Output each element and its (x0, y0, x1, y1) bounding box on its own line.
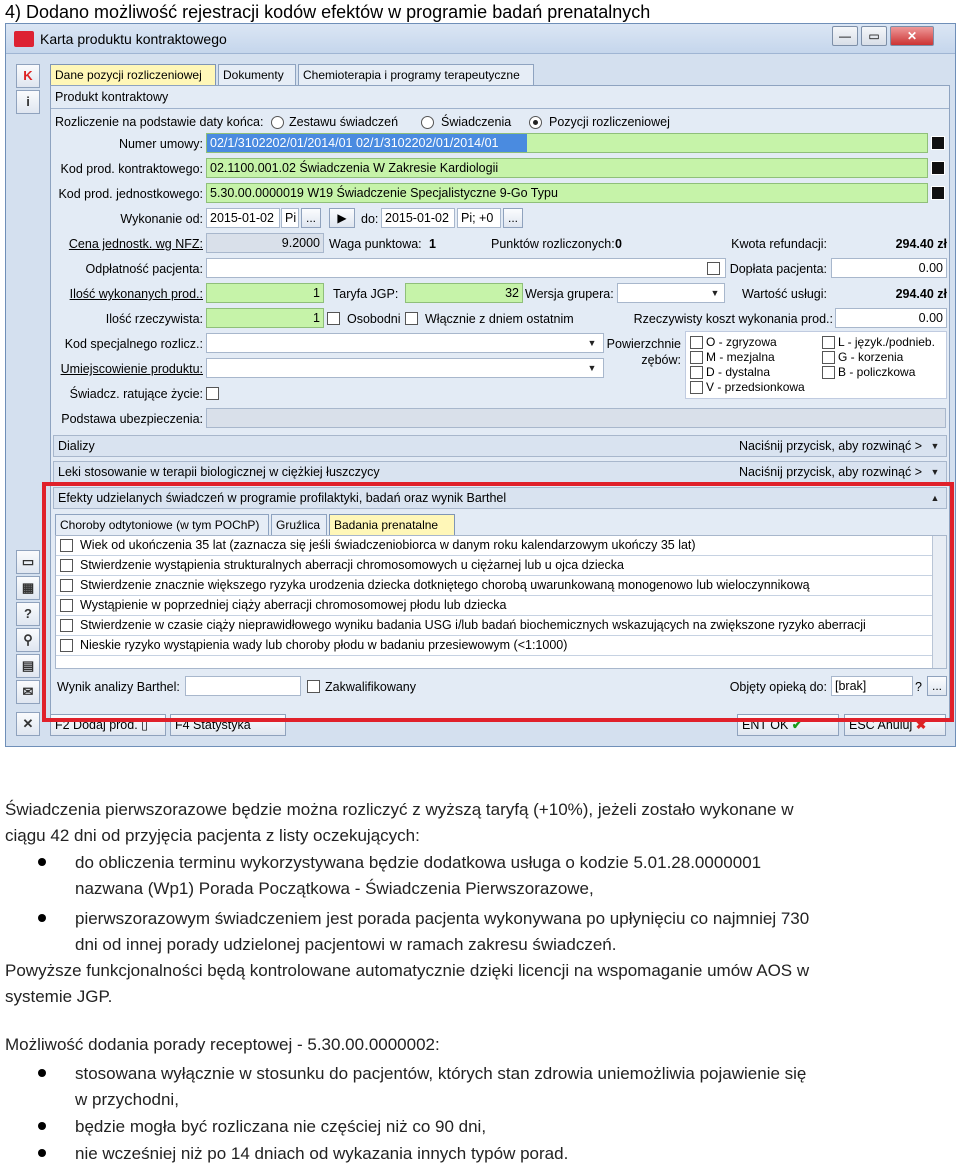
paragraph-line: Świadczenia pierwszorazowe będzie można rozliczyć z wyższą taryfą (+10%), jeżeli zostało wykonane w (5, 800, 794, 819)
window-title: Karta produktu kontraktowego (40, 31, 227, 47)
doplata-field[interactable]: 0.00 (831, 258, 947, 278)
ratujace-label: Świadcz. ratujące życie: (69, 387, 203, 401)
bullet-text: dni od innej porady udzielonej pacjentowi w ramach zakresu świadczeń. (75, 935, 617, 954)
ilosc-rz-label: Ilość rzeczywista: (105, 312, 203, 326)
rozliczenie-label: Rozliczenie na podstawie daty końca: (55, 115, 264, 129)
wartosc-value: 294.40 zł (895, 287, 947, 301)
umiejsc-label: Umiejscowienie produktu: (60, 362, 203, 376)
podstawa-field (206, 408, 946, 428)
tooth-g-checkbox[interactable] (822, 351, 835, 364)
dializy-hint: Naciśnij przycisk, aby rozwinąć > (738, 439, 922, 453)
kod-kontr-field[interactable]: 02.1100.001.02 Świadczenia W Zakresie Kardiologii (206, 158, 928, 178)
list-item[interactable]: Wiek od ukończenia 35 lat (zaznacza się jeśli świadczeniobiorca w danym roku kalendarzowym ukończy 35 lat) (56, 536, 936, 556)
document-icon: ▯ (141, 718, 149, 732)
section-title: Produkt kontraktowy (55, 90, 169, 104)
doplata-label: Dopłata pacjenta: (729, 262, 827, 276)
leki-label: Leki stosowanie w terapii biologicznej w ciężkiej łuszczycy (58, 465, 380, 479)
wlacznie-checkbox[interactable] (405, 312, 418, 325)
play-icon[interactable]: ▶ (329, 208, 355, 228)
kod-spec-dropdown-icon[interactable]: ▼ (587, 338, 597, 348)
kod-spec-label: Kod specjalnego rozlicz.: (64, 337, 203, 351)
punktow-label: Punktów rozliczonych: (491, 237, 615, 251)
tooth-o-label: O - zgryzowa (706, 335, 777, 349)
wartosc-label: Wartość usługi: (742, 287, 827, 301)
zebow-label: zębów: (641, 353, 681, 367)
tooth-surfaces-box (685, 331, 947, 399)
tooth-b-label: B - policzkowa (838, 365, 916, 379)
zakwalifikowany-label: Zakwalifikowany (325, 680, 417, 694)
objety-help[interactable]: ? (915, 680, 922, 694)
bullet-icon (38, 858, 46, 866)
paragraph-line: systemie JGP. (5, 987, 113, 1006)
wykonanie-do-field[interactable]: 2015-01-02 (381, 208, 455, 228)
add-product-button[interactable]: F2 Dodaj prod. ▯ (50, 714, 166, 736)
taryfa-label: Taryfa JGP: (333, 287, 399, 301)
objety-picker[interactable]: ... (927, 676, 947, 696)
kod-kontr-picker[interactable] (931, 161, 945, 175)
tooth-d-checkbox[interactable] (690, 366, 703, 379)
waga-label: Waga punktowa: (329, 237, 422, 251)
tab-chemioterapia[interactable]: Chemioterapia i programy terapeutyczne (298, 64, 534, 86)
tooth-m-label: M - mezjalna (706, 350, 775, 364)
minimize-button[interactable]: — (832, 26, 858, 46)
wykonanie-od-field[interactable]: 2015-01-02 (206, 208, 280, 228)
barthel-label: Wynik analizy Barthel: (57, 680, 180, 694)
tooth-v-label: V - przedsionkowa (706, 380, 805, 394)
bullet-icon (38, 1149, 46, 1157)
taryfa-field[interactable]: 32 (405, 283, 523, 303)
bullet-icon (38, 1069, 46, 1077)
tab-badania-prenatalne[interactable]: Badania prenatalne (329, 514, 455, 536)
wykonanie-od-label: Wykonanie od: (120, 212, 203, 226)
punktow-value: 0 (615, 237, 622, 251)
bullet-text: stosowana wyłącznie w stosunku do pacjentów, których stan zdrowia uniemożliwia pojawienie się (75, 1064, 807, 1083)
left-toolbar (14, 60, 42, 744)
kod-jedn-field[interactable]: 5.30.00.0000019 W19 Świadczenie Specjalistyczne 9-Go Typu (206, 183, 928, 203)
search-icon[interactable]: ⚲ (16, 628, 40, 652)
list-item[interactable]: Stwierdzenie w czasie ciąży nieprawidłowego wyniku badania USG i/lub badań biochemicznych wskazujących na zwiększone ryzyko aberracji (56, 616, 936, 636)
list-scrollbar[interactable] (932, 536, 946, 668)
list-item-checkbox[interactable] (60, 639, 73, 652)
rzecz-field[interactable]: 0.00 (835, 308, 947, 328)
objety-label: Objęty opieką do: (729, 680, 827, 694)
info-icon[interactable]: i (16, 90, 40, 114)
bullet-icon (38, 1122, 46, 1130)
wersja-dropdown-icon[interactable]: ▼ (710, 288, 720, 298)
barthel-field[interactable] (185, 676, 301, 696)
wykonanie-do-picker[interactable]: ... (503, 208, 523, 228)
tab-gruzlica[interactable]: Gruźlica (271, 514, 327, 536)
numer-umowy-label: Numer umowy: (118, 137, 203, 151)
tooth-g-label: G - korzenia (838, 350, 904, 364)
kwota-ref-label: Kwota refundacji: (731, 237, 827, 251)
ilosc-wyk-label: Ilość wykonanych prod.: (69, 287, 203, 301)
dializy-label: Dializy (58, 439, 95, 453)
help-icon[interactable]: ? (16, 602, 40, 626)
odplatnosc-label: Odpłatność pacjenta: (85, 262, 203, 276)
list-item-checkbox[interactable] (60, 619, 73, 632)
tab-dane-pozycji[interactable]: Dane pozycji rozliczeniowej (50, 64, 216, 86)
kod-spec-field[interactable] (206, 333, 604, 353)
kod-jedn-label: Kod prod. jednostkowego: (58, 187, 203, 201)
ks-logo-icon[interactable]: K (16, 64, 40, 88)
powierzchnie-label: Powierzchnie (606, 337, 681, 351)
numer-umowy-field[interactable]: 02/1/3102202/01/2014/01 02/1/3102202/01/2014/01 (206, 133, 928, 153)
radio-swiadczenia-label: Świadczenia (441, 115, 512, 129)
efekty-label: Efekty udzielanych świadczeń w programie profilaktyki, badań oraz wynik Barthel (58, 491, 507, 505)
dializy-expand-icon[interactable]: ▼ (930, 441, 940, 451)
bullet-text: będzie mogła być rozliczana nie częściej niż co 90 dni, (75, 1117, 487, 1136)
print-icon[interactable]: ▤ (16, 654, 40, 678)
cena-field: 9.2000 (206, 233, 324, 253)
prenatal-list (55, 535, 947, 669)
waga-value: 1 (429, 237, 436, 251)
radio-swiadczenia[interactable] (421, 116, 434, 129)
tooth-o-checkbox[interactable] (690, 336, 703, 349)
mail-icon[interactable]: ✉ (16, 680, 40, 704)
monitor-icon[interactable]: ▭ (16, 550, 40, 574)
radio-zestawu-label: Zestawu świadczeń (289, 115, 399, 129)
dializy-bar[interactable] (53, 435, 947, 457)
maximize-button[interactable]: ▭ (861, 26, 887, 46)
list-item[interactable]: Stwierdzenie znacznie większego ryzyka urodzenia dziecka dotkniętego chorobą uwarunkowaną monogenowo lub wieloczynnikową (56, 576, 936, 596)
umiejsc-field[interactable] (206, 358, 604, 378)
checkmark-icon: ✔ (791, 718, 803, 732)
radio-pozycji[interactable] (529, 116, 542, 129)
statistics-button[interactable]: F4 Statystyka (170, 714, 286, 736)
leki-bar[interactable] (53, 461, 947, 483)
list-item-checkbox[interactable] (60, 559, 73, 572)
tab-dokumenty[interactable]: Dokumenty (218, 64, 296, 86)
document-heading: 4) Dodano możliwość rejestracji kodów efektów w programie badań prenatalnych (5, 2, 651, 22)
list-item[interactable]: Wystąpienie w poprzedniej ciąży aberracji chromosomowej płodu lub dziecka (56, 596, 936, 616)
numer-umowy-picker[interactable] (931, 136, 945, 150)
wykonanie-od-day: Pi (281, 208, 299, 228)
kod-jedn-picker[interactable] (931, 186, 945, 200)
list-item-checkbox[interactable] (60, 539, 73, 552)
efekty-collapse-icon[interactable]: ▲ (930, 493, 940, 503)
kwota-ref-value: 294.40 zł (895, 237, 947, 251)
cena-label: Cena jednostk. wg NFZ: (68, 237, 203, 251)
radio-zestawu[interactable] (271, 116, 284, 129)
wykonanie-od-picker[interactable]: ... (301, 208, 321, 228)
bullet-text: pierwszorazowym świadczeniem jest porada pacjenta wykonywana po upłynięciu co najmniej 730 (75, 909, 810, 928)
list-item[interactable]: Stwierdzenie wystąpienia strukturalnych aberracji chromosomowych u ciężarnej lub u ojca dziecka (56, 556, 936, 576)
bullet-text: nazwana (Wp1) Porada Początkowa - Świadczenia Pierwszorazowe, (75, 879, 594, 898)
close-button[interactable]: ✕ (890, 26, 934, 46)
ok-button[interactable]: ENT OK ✔ (737, 714, 839, 736)
list-item[interactable]: Nieskie ryzyko wystąpienia wady lub choroby płodu w badaniu przesiewowym (<1:1000) (56, 636, 936, 656)
ratujace-checkbox[interactable] (206, 387, 219, 400)
umiejsc-dropdown-icon[interactable]: ▼ (587, 363, 597, 373)
cross-icon: ✖ (915, 718, 927, 732)
paragraph-line: Możliwość dodania porady receptowej - 5.30.00.0000002: (5, 1035, 440, 1054)
zakwalifikowany-checkbox[interactable] (307, 680, 320, 693)
title-bar (6, 24, 955, 54)
wykonanie-do-day: Pi; +0 (457, 208, 501, 228)
podstawa-label: Podstawa ubezpieczenia: (61, 412, 203, 426)
main-panel (50, 85, 950, 721)
list-item-checkbox[interactable] (60, 579, 73, 592)
odplatnosc-field[interactable] (206, 258, 726, 278)
paragraph-line: ciągu 42 dni od przyjęcia pacjenta z listy oczekujących: (5, 826, 420, 845)
objety-field[interactable]: [brak] (831, 676, 913, 696)
list-item-checkbox[interactable] (60, 599, 73, 612)
do-label: do: (361, 212, 379, 226)
bullet-text: do obliczenia terminu wykorzystywana będzie dodatkowa usługa o kodzie 5.01.28.0000001 (75, 853, 762, 872)
tooth-m-checkbox[interactable] (690, 351, 703, 364)
calculator-icon[interactable]: ▦ (16, 576, 40, 600)
bullet-text: nie wcześniej niż po 14 dniach od wykazania innych typów porad. (75, 1144, 569, 1163)
tooth-d-label: D - dystalna (706, 365, 771, 379)
ilosc-rz-field[interactable]: 1 (206, 308, 324, 328)
tooth-v-checkbox[interactable] (690, 381, 703, 394)
divider (51, 108, 949, 109)
ilosc-wyk-field[interactable]: 1 (206, 283, 324, 303)
bullet-icon (38, 914, 46, 922)
wersja-label: Wersja grupera: (525, 287, 614, 301)
kod-kontr-label: Kod prod. kontraktowego: (60, 162, 203, 176)
leki-expand-icon[interactable]: ▼ (930, 467, 940, 477)
close-form-icon[interactable]: ✕ (16, 712, 40, 736)
wlacznie-label: Włącznie z dniem ostatnim (425, 312, 574, 326)
tab-choroby-odtytoniowe[interactable]: Choroby odtytoniowe (w tym POChP) (55, 514, 269, 536)
rzecz-label: Rzeczywisty koszt wykonania prod.: (633, 312, 833, 326)
tooth-l-label: L - język./podnieb. (838, 335, 935, 349)
tooth-b-checkbox[interactable] (822, 366, 835, 379)
tooth-l-checkbox[interactable] (822, 336, 835, 349)
leki-hint: Naciśnij przycisk, aby rozwinąć > (738, 465, 922, 479)
app-window (5, 23, 956, 747)
radio-pozycji-label: Pozycji rozliczeniowej (549, 115, 670, 129)
efekty-bar[interactable] (53, 487, 947, 509)
app-logo-icon (14, 31, 34, 47)
bullet-text: w przychodni, (75, 1090, 179, 1109)
paragraph-line: Powyższe funkcjonalności będą kontrolowane automatycznie dzięki licencji na wspomaganie umów AOS w (5, 961, 810, 980)
osobodni-label: Osobodni (347, 312, 401, 326)
cancel-button[interactable]: ESC Anuluj ✖ (844, 714, 946, 736)
osobodni-checkbox[interactable] (327, 312, 340, 325)
